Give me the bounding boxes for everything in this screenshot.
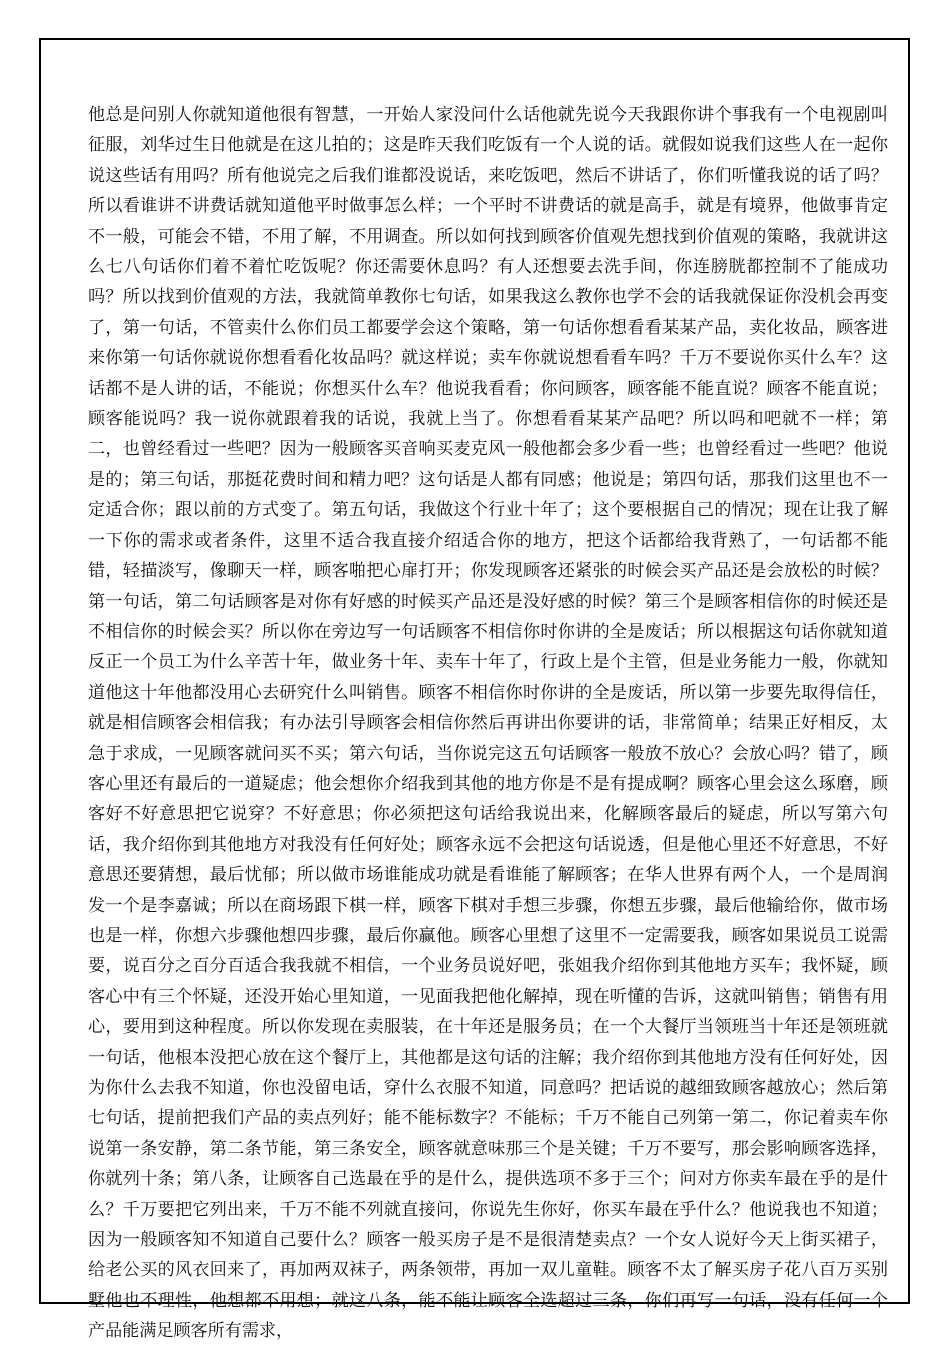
body-paragraph: 他总是问别人你就知道他很有智慧，一开始人家没问什么话他就先说今天我跟你讲个事我有一个电视剧叫征服，刘华过生日他就是在这儿拍的；这是昨天我们吃饭有一个人说的话。就假如说我们这些人在一起你说这些话有用吗？所有他说完之后我们谁都没说话，来吃饭吧，然后不讲话了，你们听懂我说的话了吗？所以看谁讲不讲费话就知道他平时做事怎么样；一个平时不讲费话的就是高手，就是有境界，他做事肯定不一般，可能会不错，不用了解，不用调查。所以如何找到顾客价值观先想找到价值观的策略，我就讲这么七八句话你们着不着忙吃饭呢？你还需要休息吗？有人还想要去洗手间，你连膀胱都控制不了能成功吗？所以找到价值观的方法，我就简单教你七句话，如果我这么教你也学不会的话我就保证你没机会再变了，第一句话，不管卖什么你们员工都要学会这个策略，第一句话你想看看某某产品，卖化妆品，顾客进来你第一句话你就说你想看看化妆品吗？就这样说；卖车你就说想看看车吗？千万不要说你买什么车？这话都不是人讲的话，不能说；你想买什么车？他说我看看；你问顾客，顾客能不能直说？顾客不能直说；顾客能说吗？我一说你就跟着我的话说，我就上当了。你想看看某某产品吧？所以吗和吧就不一样；第二，也曾经看过一些吧？因为一般顾客买音响买麦克风一般他都会多少看一些；也曾经看过一些吧？他说是的；第三句话，那挺花费时间和精力吧？这句话是人都有同感；他说是；第四句话，那我们这里也不一定适合你；跟以前的方式变了。第五句话，我做这个行业十年了；这个要根据自己的情况；现在让我了解一下你的需求或者条件，这里不适合我直接介绍适合你的地方，把这个话都给我背熟了，一句话都不能错，轻描淡写，像聊天一样，顾客啪把心扉打开；你发现顾客还紧张的时候会买产品还是会放松的时候？第一句话，第二句话顾客是对你有好感的时候买产品还是没好感的时候？第三个是顾客相信你的时候还是不相信你的时候会买？所以你在旁边写一句话顾客不相信你时你讲的全是废话；所以根据这句话你就知道反正一个员工为什么辛苦十年，做业务十年、卖车十年了，行政上是个主管，但是业务能力一般，你就知道他这十年他都没用心去研究什么叫销售。顾客不相信你时你讲的全是废话，所以第一步要先取得信任，就是相信顾客会相信我；有办法引导顾客会相信你然后再讲出你要讲的话，非常简单；结果正好相反，太急于求成，一见顾客就问买不买；第六句话，当你说完这五句话顾客一般放不放心？会放心吗？错了，顾客心里还有最后的一道疑虑；他会想你介绍我到其他的地方你是不是有提成啊？顾客心里会这么琢磨，顾客好不好意思把它说穿？不好意思；你必须把这句话给我说出来，化解顾客最后的疑虑，所以写第六句话，我介绍你到其他地方对我没有任何好处；顾客永远不会把这句话说透，但是他心里还不好意思，不好意思还要猜想，最后忧郁；所以做市场谁能成功就是看谁能了解顾客；在华人世界有两个人，一个是周润发一个是李嘉诚；所以在商场跟下棋一样，顾客下棋对手想三步骤，你想五步骤，最后他输给你，做市场也是一样，你想六步骤他想四步骤，最后你赢他。顾客心里想了这里不一定需要我，顾客如果说员工说需要，说百分之百分百适合我我就不相信，一个业务员说好吧，张姐我介绍你到其他地方买车；我怀疑，顾客心中有三个怀疑，还没开始心里知道，一见面我把他化解掉，现在听懂的告诉，这就叫销售；销售有用心，要用到这种程度。所以你发现在卖服装，在十年还是服务员；在一个大餐厅当领班当十年还是领班就一句话，他根本没把心放在这个餐厅上，其他都是这句话的注解；我介绍你到其他地方没有任何好处，因为你什么去我不知道，你也没留电话，穿什么衣服不知道，同意吗？把话说的越细致顾客越放心；然后第七句话，提前把我们产品的卖点列好；能不能标数字？不能标；千万不能自己列第一第二，你记着卖车你说第一条安静，第二条节能，第三条安全，顾客就意味那三个是关键；千万不要写，那会影响顾客选择，你就列十条；第八条，让顾客自己选最在乎的是什么，提供选项不多于三个；问对方你卖车最在乎的是什么？千万要把它列出来，千万不能不列就直接问，你说先生你好，你买车最在乎什么？他说我也不知道；因为一般顾客知不知道自己要什么？顾客一般买房子是不是很清楚卖点？一个女人说好今天上街买裙子，给老公买的风衣回来了，再加两双袜子，两条领带，再加一双儿童鞋。顾客不太了解买房子花八百万买别墅他也不理性，他想都不用想；就这八条，能不能让顾客全选超过三条，你们再写一句话，没有任何一个产品能满足顾客所有需求， xyxy=(88,105,888,1342)
